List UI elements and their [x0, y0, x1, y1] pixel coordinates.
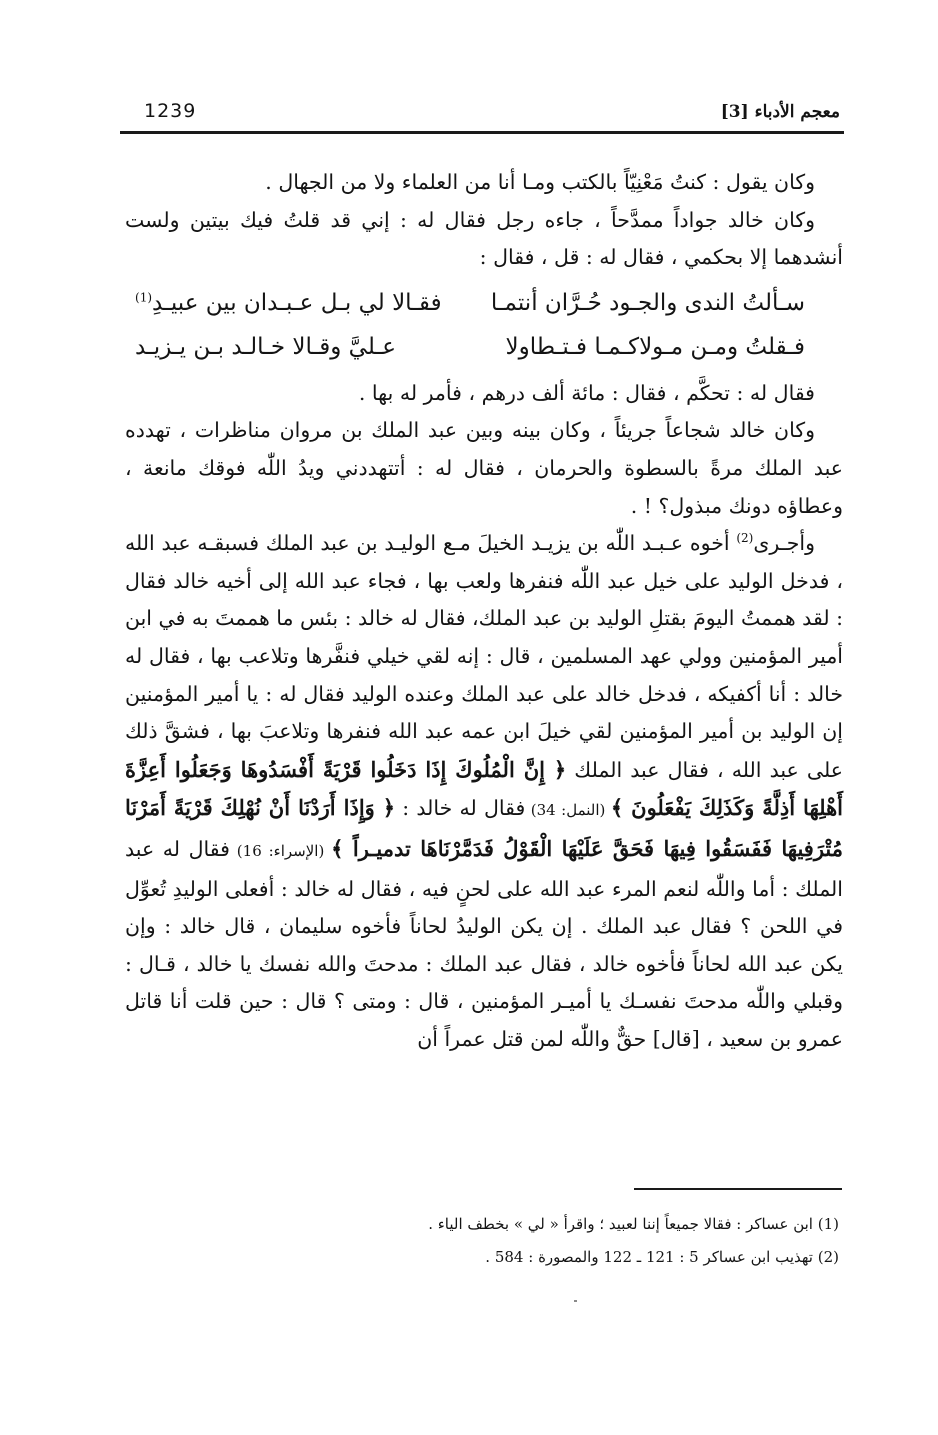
verse-line [135, 325, 805, 369]
footnote: (1) ابن عساكر : فقالا جميعاً إننا لعبيد ؛ واقرأ « لي » بخطف الياء . [428, 1215, 839, 1233]
verse-first-hemistich: فـقلتُ ومـن مـولاكـمـا فـتـطاولا [505, 333, 805, 360]
paragraph: فقال له : تحكَّم ، فقال : مائة ألف درهم ، فأمر له بها . [358, 380, 815, 405]
paragraph: وكان خالد جواداً ممدَّحاً ، جاءه رجل فقال له : إني قد قلتُ فيك بيتين ولست أنشدهما إلا بحكمي ، فقال له : قل ، فقال : [125, 207, 843, 270]
text-run: فقال له خالد : [395, 796, 526, 821]
footnote-marker[interactable]: (1) [135, 290, 153, 305]
running-header [140, 96, 840, 128]
verse-first-hemistich: سـألتُ الندى والجـود حُـرَّان أنتمـا [490, 289, 805, 316]
verse-second-hemistich-text: فقـالا لي بـل عـبـدان بين عبيـدِ [152, 289, 442, 316]
footnotes [125, 1208, 843, 1274]
quran-quote: ﴿ إِنَّ الْمُلُوكَ إِذَا دَخَلُوا قَرْيَةً أَفْسَدُوهَا وَجَعَلُوا أَعِزَّةَ أَهْلِهَا أَذِلَّةً وَكَذَلِكَ يَفْعَلُونَ ﴾ [125, 756, 844, 821]
scan-speck [574, 1300, 577, 1302]
quran-citation: (النمل: 34) [525, 801, 611, 820]
header-rule [120, 131, 844, 134]
verse-line [135, 281, 805, 325]
paragraph-main [125, 525, 843, 1058]
text-run: فقال له عبد الملك : أما واللّٰه لنعم المرء عبد الله على لحنٍ فيه ، فقال له خالد : أفعلى الوليدِ تُعوِّل في اللحن ؟ فقال عبد الملك . إن يكن الوليدُ لحاناً فأخوه سليمان ، قال خالد : وإن يكن عبد الله لحاناً فأخوه خالد ، فقال عبد الملك : مدحتَ والله نفسك يا خالد ، قـال : وقبلي واللّٰه مدحتَ نفسـك يا أميـر المؤمنين ، قال : ومتى ؟ قال : حين قلت أنا قاتل عمرو بن سعيد ، [قال] حقٌّ واللّٰه لمن قتل عمراً أن [125, 836, 843, 1051]
header-title: معجم الأدباء [3] [720, 102, 840, 122]
paragraph: وكان خالد شجاعاً جريئاً ، وكان بينه وبين عبد الملك بن مروان مناظرات ، تهدده عبد الملك مرةً بالسطوة والحرمان ، فقال له : أتتهددني ويدُ اللّٰه فوقك مانعة ، وعطاؤه دونك مبذول؟ ! . [125, 418, 843, 518]
quran-quote: ﴿ وَإِذَا أَرَدْنَا أَنْ نُهْلِكَ قَرْيَةً أَمَرْنَا مُتْرَفِيهَا فَفَسَقُوا فِيهَا فَحَقَّ عَلَيْهَا الْقَوْلُ فَدَمَّرْنَاهَا تدميـراً ﴾ [125, 795, 844, 861]
quran-citation: (الإسراء: 16) [229, 841, 332, 860]
poem-verses [125, 281, 843, 369]
body-text [125, 164, 843, 1058]
footnote-rule [634, 1188, 842, 1190]
text-run: وأجـرى [753, 531, 815, 556]
verse-second-hemistich: عـليَّ وقـالا خـالـد بـن يـزيـد [135, 333, 396, 360]
page-number: 1239 [144, 100, 197, 122]
text-run: أخوه عـبـد اللّٰه بن يزيـد الخيلَ مـع الوليـد بن عبد الملك فسبقـه عبد الله ، فدخل الوليد على خيل عبد اللّٰه فنفرها ولعب بها ، فجاء عبد الله إلى أخيه خالد فقال : لقد هممتُ اليومَ بقتلِ الوليد بن عبد الملك، فقال له خالد : بئس ما هممتَ به في ابن أمير المؤمنين وولي عهد المسلمين ، قال : إنه لقي خيلي فنفَّرها وتلاعب بها ، فقال له خالد : أنا أكفيكه ، فدخل خالد على عبد الملك وعنده الوليد فقال له : يا أمير المؤمنين إن الوليد بن أمير المؤمنين لقي خيلَ ابن عمه عبد الله فنفرها وتلاعبَ بها ، فشقَّ ذلك على عبد الله ، فقال عبد الملك [125, 531, 843, 782]
footnote: (2) تهذيب ابن عساكر 5 : 121 ـ 122 والمصورة : 584 . [485, 1248, 839, 1266]
paragraph: وكان يقول : كنتُ مَعْنِيّاً بالكتب ومـا أنا من العلماء ولا من الجهال . [265, 170, 815, 194]
footnote-marker[interactable]: (2) [736, 531, 754, 546]
verse-second-hemistich [135, 281, 442, 325]
